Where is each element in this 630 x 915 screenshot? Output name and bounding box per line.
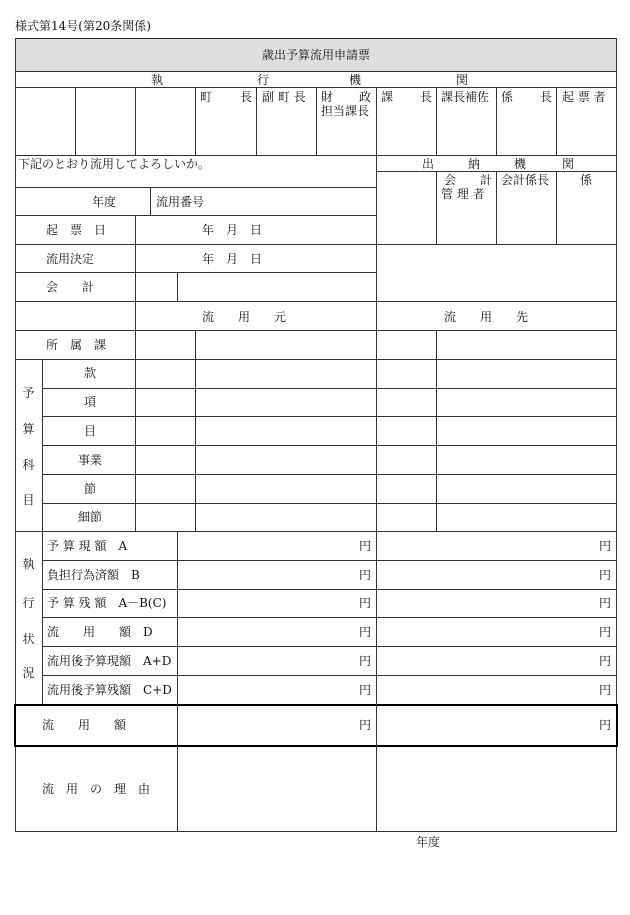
budget-row-label: 項 <box>84 395 97 409</box>
decision-date-month: 月 <box>226 252 239 266</box>
role-section-assistant: 課長補佐 <box>441 90 490 104</box>
yen-unit: 円 <box>599 625 612 639</box>
role-staff-chief-char-2: 長 <box>540 90 553 104</box>
budget-group-char-3: 科 <box>22 458 35 472</box>
role-finance-char-2: 政 <box>359 90 372 104</box>
role-deputy-mayor: 副 町 長 <box>262 90 306 104</box>
destination-column-header: 流 用 先 <box>444 310 529 324</box>
yen-unit: 円 <box>599 683 612 697</box>
yen-unit: 円 <box>359 683 372 697</box>
budget-group-char-4: 目 <box>22 493 35 507</box>
role-mayor-char-2: 長 <box>240 90 253 104</box>
fiscal-year-label: 年度 <box>92 195 117 209</box>
exec-status-char-4: 況 <box>22 666 35 680</box>
yen-unit: 円 <box>599 568 612 582</box>
budget-row-label: 細節 <box>78 510 103 524</box>
role-finance-char-1: 財 <box>321 90 334 104</box>
treasury-char-2: 納 <box>468 157 481 171</box>
budget-row-label: 事業 <box>78 453 103 467</box>
form-title: 歳出予算流用申請票 <box>262 48 371 62</box>
exec-status-row-label: 予 算 現 額 A <box>47 539 128 553</box>
role-finance-chief: 担当課長 <box>321 104 370 118</box>
account-label: 会 計 <box>46 280 95 294</box>
exec-agency-char-2: 行 <box>257 73 270 87</box>
exec-agency-char-1: 執 <box>151 73 164 87</box>
transfer-amount-dest-unit: 円 <box>599 718 612 732</box>
decision-date-label: 流用決定 <box>46 252 95 266</box>
budget-group-char-1: 予 <box>22 386 35 400</box>
yen-unit: 円 <box>599 539 612 553</box>
role-staff-chief-char-1: 係 <box>501 90 514 104</box>
treasury-char-3: 機 <box>514 157 527 171</box>
exec-status-char-3: 状 <box>22 632 35 646</box>
yen-unit: 円 <box>359 625 372 639</box>
exec-agency-char-3: 機 <box>349 73 362 87</box>
exec-status-row-label: 流用後予算現額 A+D <box>47 654 172 668</box>
yen-unit: 円 <box>359 596 372 610</box>
reason-label: 流 用 の 理 由 <box>42 782 151 796</box>
decision-date-day: 日 <box>250 252 263 266</box>
draft-date-label: 起 票 日 <box>46 223 107 237</box>
role-section-chief-char-2: 長 <box>420 90 433 104</box>
role-section-chief-char-1: 課 <box>381 90 394 104</box>
exec-status-row-label: 負担行為済額 B <box>47 568 140 582</box>
exec-status-char-2: 行 <box>22 596 35 610</box>
transfer-amount-label: 流 用 額 <box>42 718 127 732</box>
treasury-accountant: 管 理 者 <box>441 187 485 201</box>
budget-row-label: 節 <box>84 482 97 496</box>
form-number: 様式第14号(第20条関係) <box>15 19 151 33</box>
treasury-accountant-char-2: 計 <box>480 173 493 187</box>
request-text: 下記のとおり流用してよろしいか。 <box>18 157 211 171</box>
role-drafter: 起 票 者 <box>562 90 606 104</box>
yen-unit: 円 <box>359 654 372 668</box>
draft-date-year: 年 <box>202 223 215 237</box>
treasury-char-4: 関 <box>562 157 575 171</box>
exec-status-row-label: 流 用 額 D <box>47 625 153 639</box>
budget-row-label: 款 <box>84 366 97 380</box>
exec-status-char-1: 執 <box>22 557 35 571</box>
yen-unit: 円 <box>359 568 372 582</box>
exec-status-row-label: 予 算 残 額 A－B(C) <box>47 596 167 610</box>
draft-date-month: 月 <box>226 223 239 237</box>
footer-fiscal-year: 年度 <box>416 835 441 849</box>
yen-unit: 円 <box>359 539 372 553</box>
transfer-amount-source-unit: 円 <box>359 718 372 732</box>
source-column-header: 流 用 元 <box>202 310 287 324</box>
exec-agency-char-4: 関 <box>456 73 469 87</box>
yen-unit: 円 <box>599 596 612 610</box>
treasury-char-1: 出 <box>422 157 435 171</box>
draft-date-day: 日 <box>250 223 263 237</box>
decision-date-year: 年 <box>202 252 215 266</box>
yen-unit: 円 <box>599 654 612 668</box>
budget-group-char-2: 算 <box>22 422 35 436</box>
treasury-accountant-char-1: 会 <box>444 173 457 187</box>
treasury-accounting-chief: 会計係長 <box>501 173 550 187</box>
treasury-staff: 係 <box>580 173 593 187</box>
exec-status-row-label: 流用後予算残額 C+D <box>47 683 172 697</box>
role-mayor-char-1: 町 <box>200 90 213 104</box>
transfer-number-label: 流用番号 <box>156 195 205 209</box>
budget-row-label: 目 <box>84 424 97 438</box>
department-label: 所 属 課 <box>46 338 107 352</box>
